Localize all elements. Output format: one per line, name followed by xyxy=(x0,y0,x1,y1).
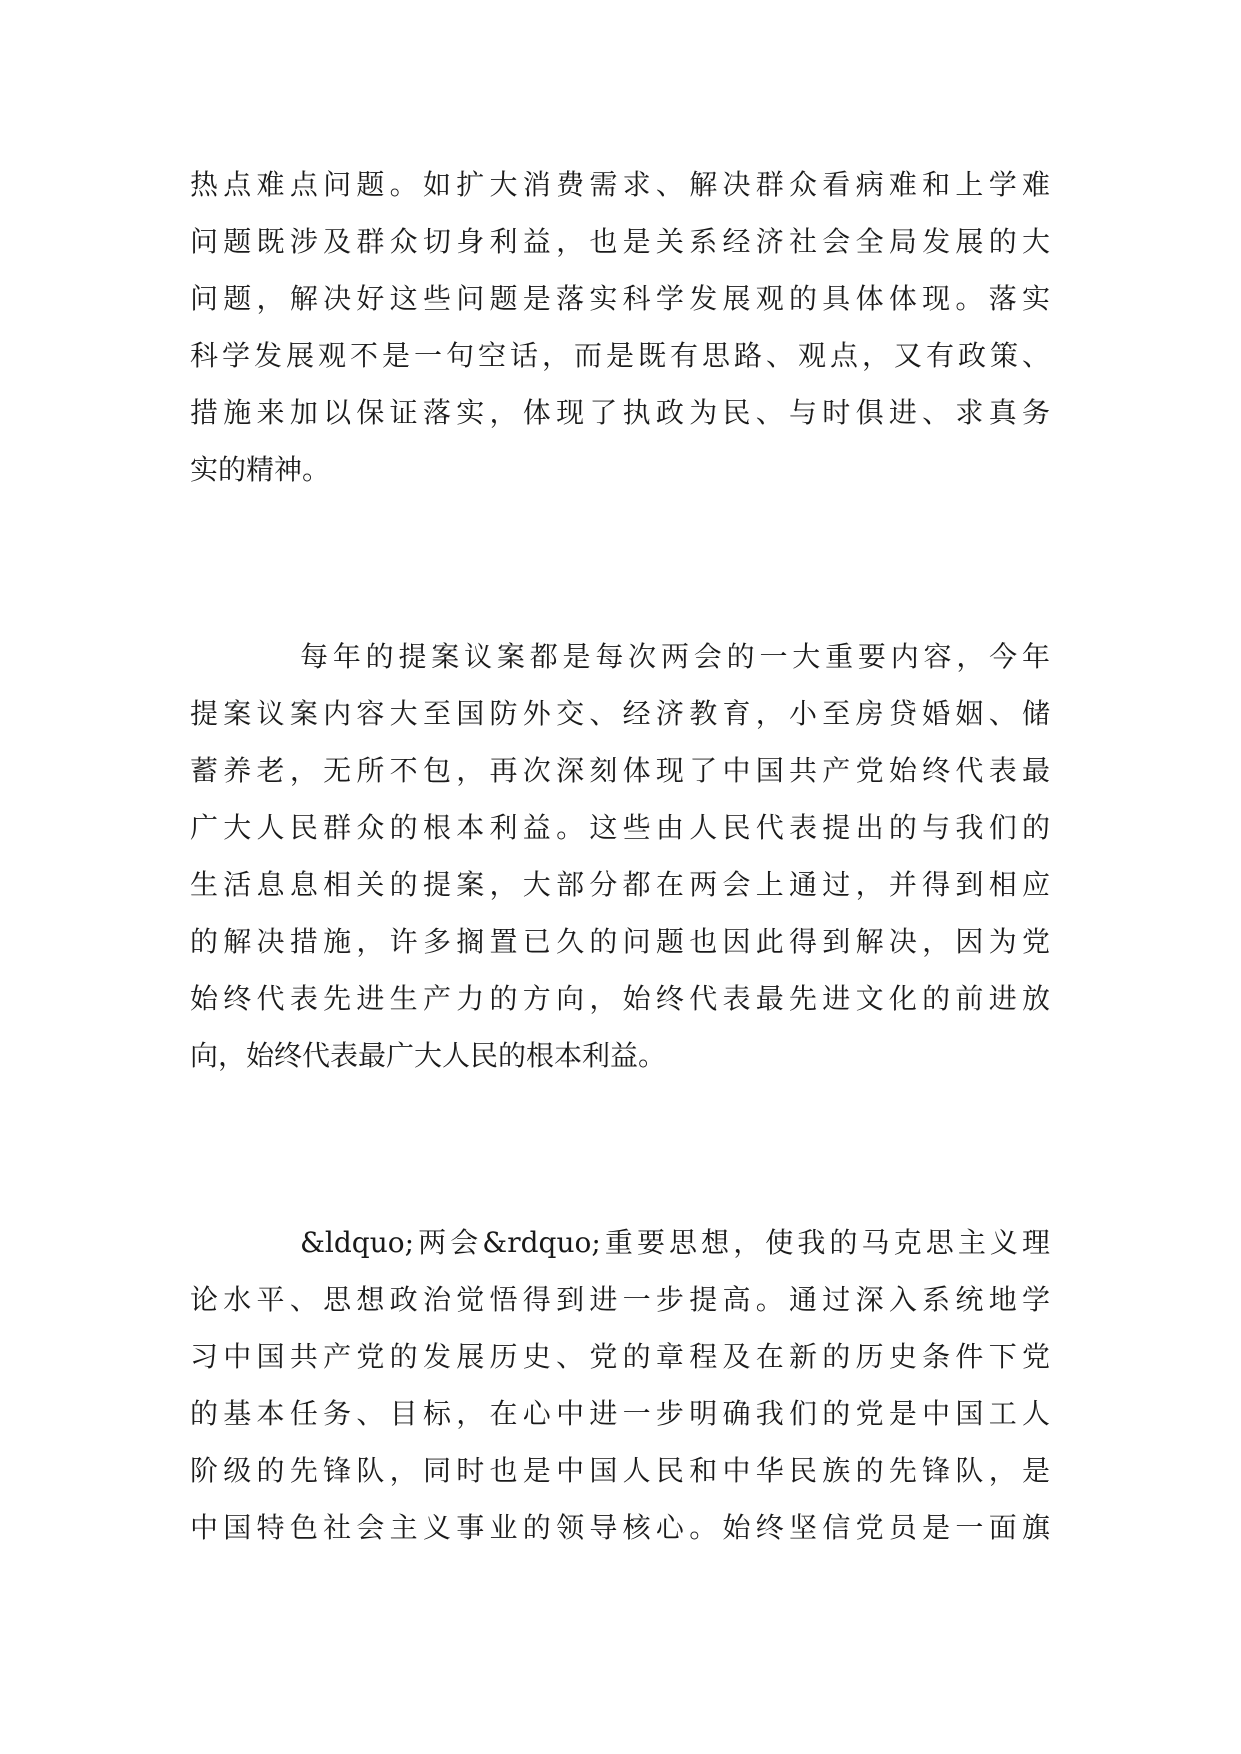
text-line: 蓄养老，无所不包，再次深刻体现了中国共产党始终代表最 xyxy=(190,754,1050,787)
text-line: 阶级的先锋队，同时也是中国人民和中华民族的先锋队，是 xyxy=(190,1454,1050,1487)
text-line: 向，始终代表最广大人民的根本利益。 xyxy=(190,1039,667,1072)
text-line: 措施来加以保证落实，体现了执政为民、与时俱进、求真务 xyxy=(190,396,1050,429)
paragraph-3 xyxy=(190,1214,1050,1556)
text-line: 科学发展观不是一句空话，而是既有思路、观点，又有政策、 xyxy=(190,339,1050,372)
paragraph-1 xyxy=(190,156,1050,498)
text-line: 热点难点问题。如扩大消费需求、解决群众看病难和上学难 xyxy=(190,168,1050,201)
text-line: 的解决措施，许多搁置已久的问题也因此得到解决，因为党 xyxy=(190,925,1050,958)
text-line: 实的精神。 xyxy=(190,453,331,486)
text-line: 生活息息相关的提案，大部分都在两会上通过，并得到相应 xyxy=(190,868,1050,901)
text-line: 中国特色社会主义事业的领导核心。始终坚信党员是一面旗 xyxy=(190,1511,1050,1544)
text-line: 问题，解决好这些问题是落实科学发展观的具体体现。落实 xyxy=(190,282,1050,315)
text-line: 提案议案内容大至国防外交、经济教育，小至房贷婚姻、储 xyxy=(190,697,1050,730)
text-line: 论水平、思想政治觉悟得到进一步提高。通过深入系统地学 xyxy=(190,1283,1050,1316)
text-line: 广大人民群众的根本利益。这些由人民代表提出的与我们的 xyxy=(190,811,1050,844)
text-line: 始终代表先进生产力的方向，始终代表最先进文化的前进放 xyxy=(190,982,1050,1015)
text-line: 问题既涉及群众切身利益，也是关系经济社会全局发展的大 xyxy=(190,225,1050,258)
text-line: 每年的提案议案都是每次两会的一大重要内容，今年 xyxy=(300,640,1050,673)
text-line: 的基本任务、目标，在心中进一步明确我们的党是中国工人 xyxy=(190,1397,1050,1430)
text-line: 习中国共产党的发展历史、党的章程及在新的历史条件下党 xyxy=(190,1340,1050,1373)
text-line: &ldquo;两会&rdquo;重要思想，使我的马克思主义理 xyxy=(300,1226,1050,1259)
paragraph-2 xyxy=(190,628,1050,1084)
